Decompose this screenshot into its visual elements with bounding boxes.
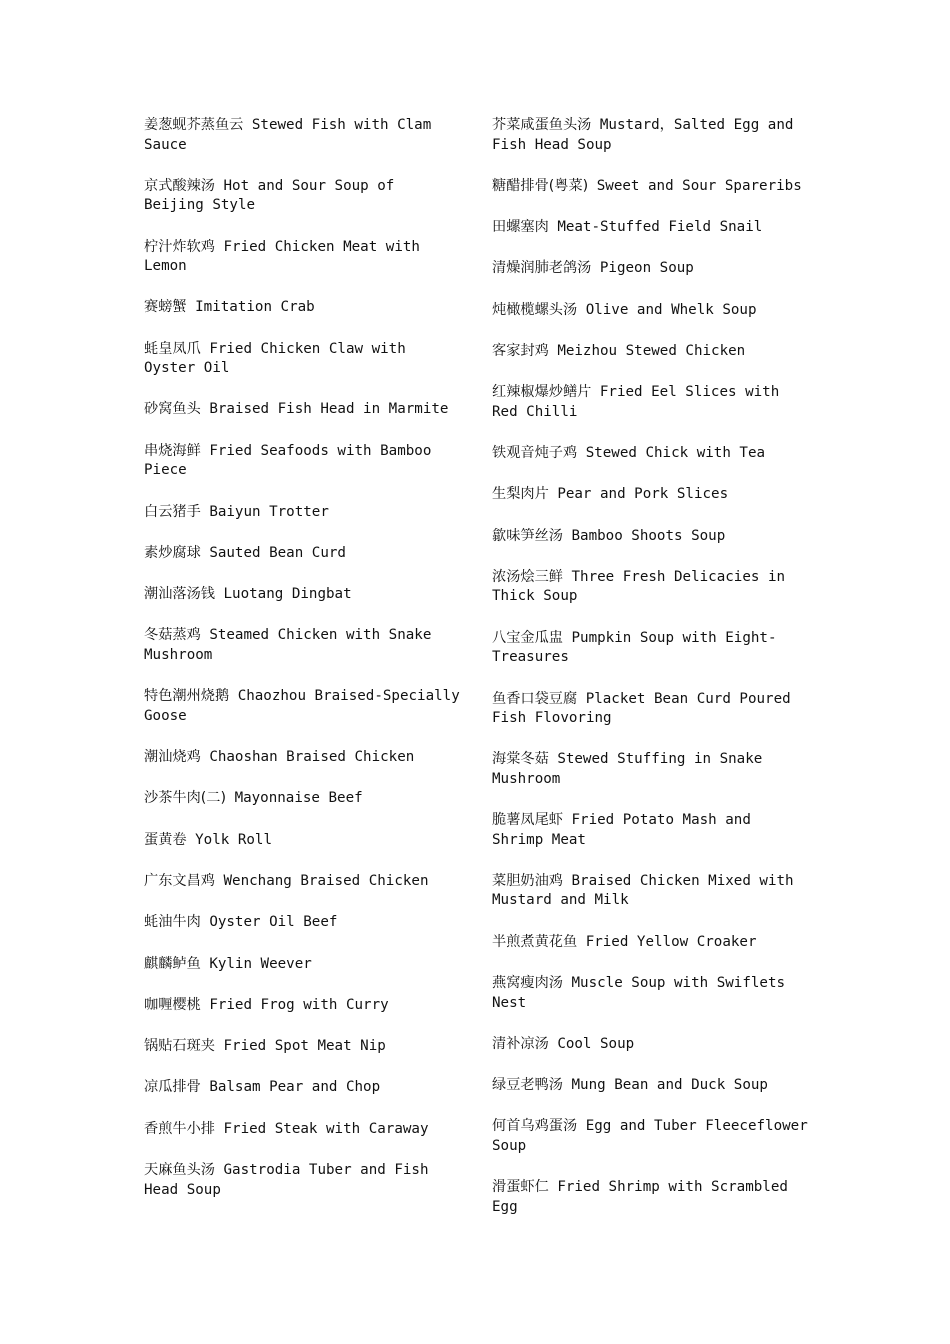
dish-chinese-name: 咖喱樱桃 [144,996,201,1013]
menu-entry [144,238,462,277]
dish-english-name: Sauted Bean Curd [209,544,346,561]
dish-chinese-name: 浓汤烩三鲜 [492,568,563,585]
dish-english-name: Oyster Oil Beef [209,914,338,931]
dish-english-name: Fried Steak with Caraway [223,1120,429,1137]
dish-english-name: Stewed Fish with Clam Sauce [144,117,432,153]
dish-chinese-name: 炖橄榄螺头汤 [492,301,578,318]
dish-english-name: Fried Chicken Claw with Oyster Oil [144,340,406,377]
dish-chinese-name: 八宝金瓜盅 [492,629,563,646]
menu-entry [144,1037,462,1057]
dish-english-name: Pear and Pork Slices [557,486,729,503]
dish-english-name: Stewed Stuffing in Snake Mushroom [492,751,763,787]
dish-chinese-name: 半煎煮黄花鱼 [492,933,578,950]
dish-english-name: Bamboo Shoots Soup [571,527,726,544]
dish-english-name: Muscle Soup with Swiflets Nest [492,975,786,1011]
menu-entry [144,872,462,892]
menu-entry [492,872,810,911]
dish-chinese-name: 蚝油牛肉 [144,914,201,931]
dish-english-name: Meizhou Stewed Chicken [557,342,746,359]
dish-chinese-name: 绿豆老鸭汤 [492,1077,563,1094]
menu-entry [492,750,810,789]
menu-entry [144,626,462,665]
menu-entry [144,442,462,481]
dish-english-name: Baiyun Trotter [209,503,329,520]
dish-english-name: Fried Shrimp with Scrambled Egg [492,1179,788,1215]
menu-entry [492,218,810,238]
menu-entry [492,383,810,422]
dish-english-name: Fried Eel Slices with Red Chilli [492,384,780,420]
menu-entry [144,298,462,318]
menu-entry [492,811,810,850]
dish-chinese-name: 红辣椒爆炒鳝片 [492,384,592,401]
dish-english-name: Braised Chicken Mixed with Mustard and Milk [492,872,794,909]
menu-entry [492,1117,810,1156]
dish-english-name: Fried Potato Mash and Shrimp Meat [492,812,751,848]
menu-entry [144,955,462,975]
menu-entry [144,996,462,1016]
menu-entry [144,116,462,155]
dish-chinese-name: 脆薯凤尾虾 [492,812,563,829]
menu-entry [144,789,462,809]
menu-entry [492,301,810,321]
menu-entry [492,974,810,1013]
dish-chinese-name: 潮汕烧鸡 [144,749,201,766]
dish-english-name: Pumpkin Soup with Eight-Treasures [492,629,777,666]
dish-english-name: Placket Bean Curd Poured Fish Flovoring [492,690,791,727]
menu-entry [492,259,810,279]
dish-chinese-name: 凉瓜排骨 [144,1079,201,1096]
dish-chinese-name: 歙味笋丝汤 [492,527,563,544]
menu-entry [144,585,462,605]
dish-chinese-name: 清燥润肺老鸽汤 [492,260,592,277]
dish-english-name: Mayonnaise Beef [234,790,363,807]
dish-english-name: Imitation Crab [195,299,315,316]
dish-english-name: Meat-Stuffed Field Snail [557,219,763,236]
dish-english-name: Cool Soup [557,1035,635,1052]
dish-chinese-name: 白云猪手 [144,503,201,520]
dish-chinese-name: 鱼香口袋豆腐 [492,690,578,707]
dish-chinese-name: 沙茶牛肉(二) [144,790,227,807]
dish-english-name: Balsam Pear and Chop [209,1079,381,1096]
menu-column-left [144,116,462,1222]
menu-entry [492,1076,810,1096]
menu-entry [144,831,462,851]
dish-english-name: Wenchang Braised Chicken [223,872,429,889]
dish-chinese-name: 赛螃蟹 [144,299,187,316]
dish-chinese-name: 芥菜咸蛋鱼头汤 [492,117,592,133]
dish-english-name: Fried Seafoods with Bamboo Piece [144,442,432,479]
menu-entry [144,748,462,768]
dish-english-name: Olive and Whelk Soup [585,301,757,318]
menu-column-right [492,116,810,1239]
dish-chinese-name: 柠汁炸软鸡 [144,238,215,255]
dish-chinese-name: 蚝皇凤爪 [144,340,201,357]
menu-entry [144,687,462,726]
dish-chinese-name: 冬菇蒸鸡 [144,627,201,644]
dish-english-name: Chaoshan Braised Chicken [209,749,415,766]
menu-entry [144,400,462,420]
dish-english-name: Hot and Sour Soup of Beijing Style [144,177,395,214]
dish-english-name: Luotang Dingbat [223,586,352,603]
dish-english-name: Fried Yellow Croaker [585,933,757,950]
dish-chinese-name: 海棠冬菇 [492,751,549,768]
dish-chinese-name: 素炒腐球 [144,544,201,561]
dish-english-name: Steamed Chicken with Snake Mushroom [144,627,432,663]
dish-english-name: Egg and Tuber Fleeceflower Soup [492,1118,808,1154]
dish-english-name: Pigeon Soup [599,260,694,277]
dish-chinese-name: 京式酸辣汤 [144,177,215,194]
menu-entry [144,544,462,564]
dish-chinese-name: 串烧海鲜 [144,442,201,459]
dish-chinese-name: 特色潮州烧鹅 [144,688,230,705]
dish-english-name: Stewed Chick with Tea [585,445,766,462]
dish-english-name: Chaozhou Braised-Specially Goose [144,688,460,724]
menu-entry [144,913,462,933]
dish-english-name: Mung Bean and Duck Soup [571,1077,768,1094]
dish-chinese-name: 广东文昌鸡 [144,872,215,889]
menu-entry [492,485,810,505]
dish-chinese-name: 田螺塞肉 [492,219,549,236]
menu-entry [144,340,462,379]
menu-entry [144,1161,462,1200]
dish-chinese-name: 天麻鱼头汤 [144,1162,215,1179]
menu-entry [492,116,810,155]
menu-entry [492,690,810,729]
menu-entry [492,1178,810,1217]
dish-chinese-name: 蛋黄卷 [144,831,187,848]
dish-chinese-name: 燕窝瘦肉汤 [492,975,563,992]
dish-english-name: Kylin Weever [209,955,312,972]
menu-entry [492,177,810,197]
dish-chinese-name: 何首乌鸡蛋汤 [492,1118,578,1135]
dish-english-name: Sweet and Sour Spareribs [596,177,802,194]
menu-entry [144,1078,462,1098]
menu-entry [492,629,810,668]
dish-chinese-name: 锅贴石斑夹 [144,1038,215,1055]
dish-chinese-name: 砂窝鱼头 [144,401,201,418]
menu-entry [144,177,462,216]
dish-english-name: Fried Chicken Meat with Lemon [144,238,420,275]
dish-chinese-name: 香煎牛小排 [144,1120,215,1137]
menu-entry [492,444,810,464]
dish-chinese-name: 客家封鸡 [492,342,549,359]
dish-english-name: Gastrodia Tuber and Fish Head Soup [144,1162,429,1198]
dish-english-name: Braised Fish Head in Marmite [209,401,449,418]
menu-entry [492,933,810,953]
dish-chinese-name: 生梨肉片 [492,486,549,503]
menu-entry [144,503,462,523]
dish-english-name: Mustard，Salted Egg and Fish Head Soup [492,117,794,153]
menu-entry [492,342,810,362]
dish-english-name: Fried Frog with Curry [209,996,389,1013]
menu-entry [144,1120,462,1140]
dish-english-name: Fried Spot Meat Nip [223,1038,386,1055]
dish-chinese-name: 姜葱蚬芥蒸鱼云 [144,117,244,133]
menu-entry [492,527,810,547]
dish-chinese-name: 清补凉汤 [492,1035,549,1052]
menu-entry [492,1035,810,1055]
dish-english-name: Yolk Roll [195,831,272,848]
dish-english-name: Three Fresh Delicacies in Thick Soup [492,568,786,605]
dish-chinese-name: 菜胆奶油鸡 [492,872,563,889]
dish-chinese-name: 麒麟鲈鱼 [144,955,201,972]
dish-chinese-name: 潮汕落汤钱 [144,586,215,603]
dish-chinese-name: 铁观音炖子鸡 [492,445,578,462]
dish-chinese-name: 糖醋排骨(粤菜) [492,177,589,194]
dish-chinese-name: 滑蛋虾仁 [492,1179,549,1196]
menu-entry [492,568,810,607]
